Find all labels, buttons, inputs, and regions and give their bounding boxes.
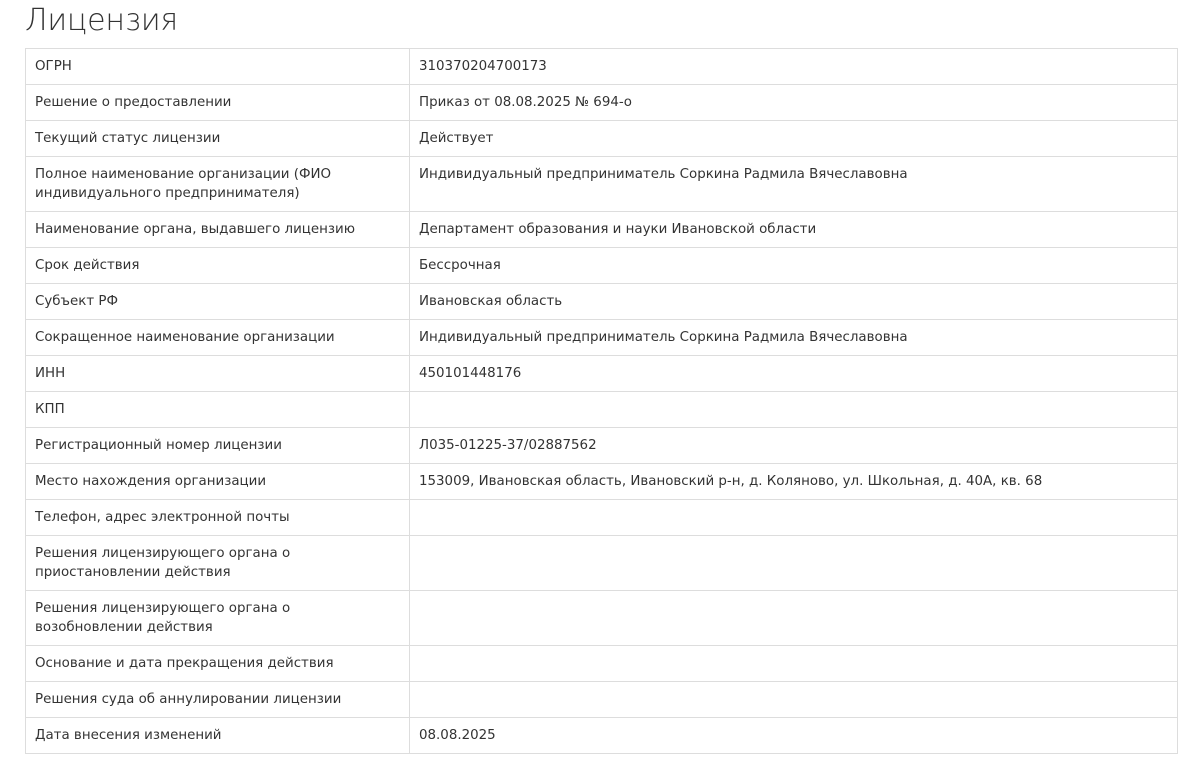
table-row-termination: [26, 646, 1178, 682]
table-row-annulment: [26, 682, 1178, 718]
row-value: [410, 591, 1178, 646]
row-label: Текущий статус лицензии: [26, 121, 410, 157]
row-value: Индивидуальный предприниматель Соркина Радмила Вячеславовна: [410, 157, 1178, 212]
table-row-kpp: [26, 392, 1178, 428]
row-label: Полное наименование организации (ФИО индивидуального предпринимателя): [26, 157, 410, 212]
row-value: Приказ от 08.08.2025 № 694-о: [410, 85, 1178, 121]
table-row-resumption: [26, 591, 1178, 646]
table-row-contacts: [26, 500, 1178, 536]
row-label: Субъект РФ: [26, 284, 410, 320]
table-row-inn: [26, 356, 1178, 392]
table-row-change-date: [26, 718, 1178, 754]
row-label: ИНН: [26, 356, 410, 392]
row-label: Решения лицензирующего органа о возобновлении действия: [26, 591, 410, 646]
row-value: [410, 536, 1178, 591]
table-row-region: [26, 284, 1178, 320]
row-value: 310370204700173: [410, 49, 1178, 85]
row-label: Срок действия: [26, 248, 410, 284]
row-value: Департамент образования и науки Ивановской области: [410, 212, 1178, 248]
row-value: Действует: [410, 121, 1178, 157]
row-label: ОГРН: [26, 49, 410, 85]
row-label: Решения суда об аннулировании лицензии: [26, 682, 410, 718]
table-row-short-name: [26, 320, 1178, 356]
table-row-status: [26, 121, 1178, 157]
row-label: Сокращенное наименование организации: [26, 320, 410, 356]
license-table: [25, 48, 1178, 754]
row-label: Регистрационный номер лицензии: [26, 428, 410, 464]
row-value: 450101448176: [410, 356, 1178, 392]
table-row-registration-number: [26, 428, 1178, 464]
table-row-ogrn: [26, 49, 1178, 85]
row-label: Телефон, адрес электронной почты: [26, 500, 410, 536]
row-label: Основание и дата прекращения действия: [26, 646, 410, 682]
page-title: Лицензия: [25, 3, 178, 38]
table-row-suspension: [26, 536, 1178, 591]
row-value: 08.08.2025: [410, 718, 1178, 754]
license-table-body: [26, 49, 1178, 754]
row-value: Бессрочная: [410, 248, 1178, 284]
row-value: Ивановская область: [410, 284, 1178, 320]
row-label: Наименование органа, выдавшего лицензию: [26, 212, 410, 248]
row-value: [410, 500, 1178, 536]
row-value: 153009, Ивановская область, Ивановский р-н, д. Коляново, ул. Школьная, д. 40А, кв. 68: [410, 464, 1178, 500]
table-row-address: [26, 464, 1178, 500]
row-label: КПП: [26, 392, 410, 428]
table-row-validity: [26, 248, 1178, 284]
table-row-decision: [26, 85, 1178, 121]
table-row-full-name: [26, 157, 1178, 212]
row-value: Индивидуальный предприниматель Соркина Радмила Вячеславовна: [410, 320, 1178, 356]
row-label: Решения лицензирующего органа о приостановлении действия: [26, 536, 410, 591]
row-value: [410, 392, 1178, 428]
row-value: [410, 682, 1178, 718]
row-label: Место нахождения организации: [26, 464, 410, 500]
row-value: Л035-01225-37/02887562: [410, 428, 1178, 464]
row-value: [410, 646, 1178, 682]
row-label: Дата внесения изменений: [26, 718, 410, 754]
table-row-issuing-authority: [26, 212, 1178, 248]
row-label: Решение о предоставлении: [26, 85, 410, 121]
